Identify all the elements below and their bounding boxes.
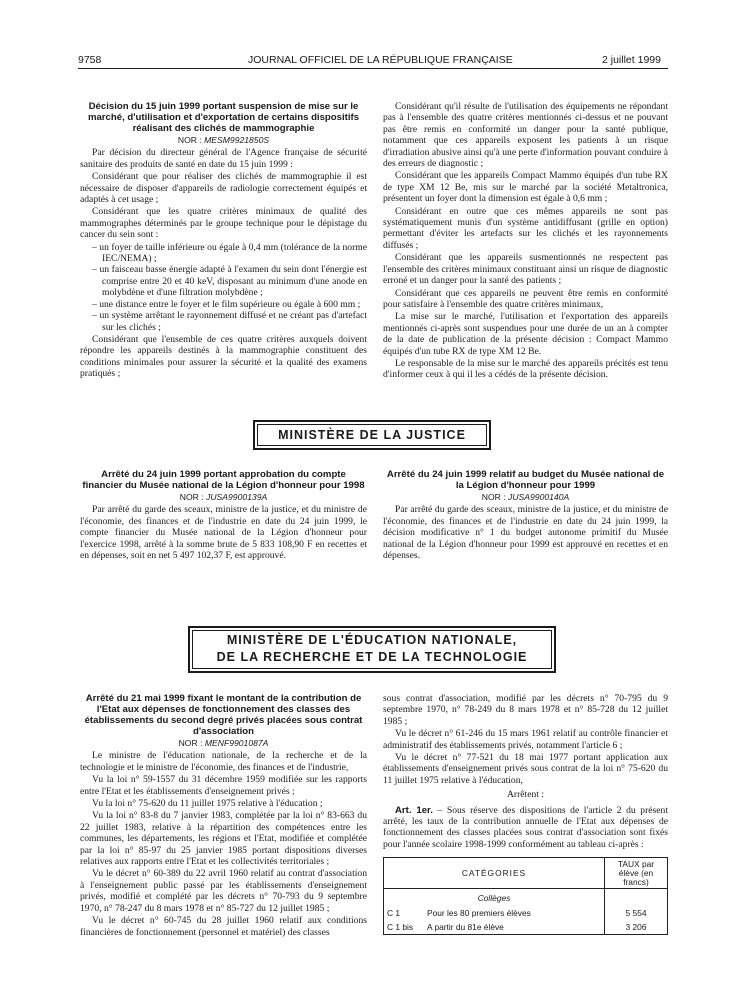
nor-label: NOR : bbox=[178, 738, 203, 748]
arrete-nor bbox=[383, 492, 668, 503]
column-header: CATÉGORIES bbox=[384, 858, 605, 889]
arrete-title: Arrêté du 21 mai 1999 fixant le montant de la contribution de l'Etat aux dépenses de fonctionnement des classes des établissements du second degré privés placées sous contrat d'association bbox=[84, 693, 363, 737]
header-date: 2 juillet 1999 bbox=[602, 54, 661, 66]
table-cell: C 1 bis bbox=[384, 921, 425, 935]
justice-arrete-1 bbox=[80, 469, 367, 562]
paragraph: Vu la loi n° 83-8 du 7 janvier 1983, complétée par la loi n° 83-663 du 22 juillet 1983, relative à la répartition des compétences entre les communes, les départements, les régions et l'Etat, modifiée et complétée par la loi n° 85-97 du 25 janvier 1985 portant dispositions diverses relatives aux rapports entre l'Etat et les collectivités territoriales ; bbox=[80, 810, 367, 868]
paragraph: Considérant que les quatre critères minimaux de qualité des mammographes déterminés par le groupe technique pour le dépistage du cancer du sein sont : bbox=[80, 206, 367, 241]
table-cell: A partir du 81e élève bbox=[424, 921, 605, 935]
list-item: – un faisceau basse énergie adapté à l'examen du sein dont l'énergie est comprise entre 20 et 40 keV, disposant au minimum d'une anode en molybdène et d'une filtration molybdène ; bbox=[80, 264, 367, 298]
education-right-column bbox=[383, 693, 668, 935]
article-text: – Sous réserve des dispositions de l'article 2 du présent arrêté, les taux de la contribution annuelle de l'Etat aux dépenses de fonctionnement des classes placées sous contrat d'association sont fixés pour l'année scolaire 1998-1999 conformément au tableau ci-après : bbox=[383, 804, 668, 850]
nor-code: JUSA9900140A bbox=[508, 492, 570, 502]
article-1 bbox=[383, 805, 668, 851]
nor-code: MESM9921850S bbox=[204, 135, 270, 145]
paragraph: Le ministre de l'éducation nationale, de la recherche et de la technologie et le ministre de l'économie, des finances et de l'industrie, bbox=[80, 750, 367, 773]
ministry-education-banner bbox=[188, 626, 556, 673]
rates-table bbox=[383, 857, 668, 935]
paragraph: Considérant qu'il résulte de l'utilisation des équipements ne répondant pas à l'ensemble des quatre critères mentionnés ci-dessus et ne pouvant pas être remis en conformité un danger pour la santé publique, notamment que ces appareils exposent les patients à un risque d'irradiation abusive ainsi qu'à une perte d'information pouvant conduire à des erreurs de diagnostic ; bbox=[383, 101, 668, 170]
decision-title: Décision du 15 juin 1999 portant suspension de mise sur le marché, d'utilisation et d'exportation de certains dispositifs réalisant des clichés de mammographie bbox=[87, 101, 360, 134]
journal-title: JOURNAL OFFICIEL DE LA RÉPUBLIQUE FRANÇAISE bbox=[248, 54, 513, 66]
paragraph: Vu le décret n° 60-745 du 28 juillet 1960 relatif aux conditions financières de fonctionnement (personnel et matériel) des classes bbox=[80, 915, 367, 938]
page-number: 9758 bbox=[78, 54, 102, 66]
paragraph: Par arrêté du garde des sceaux, ministre de la justice, et du ministre de l'économie, des finances et de l'industrie en date du 24 juin 1999, le compte financier du Musée national de la Légion d'honneur pour l'exercice 1998, arrêté à la somme brute de 5 833 108,90 F en recettes et en dépenses, soit en net 5 497 102,37 F, est approuvé. bbox=[80, 504, 367, 562]
list-item: – un foyer de taille inférieure ou égale à 0,4 mm (tolérance de la norme IEC/NEMA) ; bbox=[80, 242, 367, 265]
paragraph: Vu le décret n° 77-521 du 18 mai 1977 portant application aux établissements d'enseignement privés sous contrat de la loi n° 75-620 du 11 juillet 1975 relative à l'éducation, bbox=[383, 752, 668, 786]
table-section-row bbox=[384, 889, 668, 908]
paragraph: Par décision du directeur général de l'Agence française de sécurité sanitaire des produits de santé en date du 15 juin 1999 : bbox=[80, 147, 367, 170]
table-row bbox=[384, 921, 668, 935]
paragraph: Considérant que pour réaliser des clichés de mammographie il est nécessaire de disposer d'appareils de radiologie correctement équipés et adaptés à cet usage ; bbox=[80, 171, 367, 206]
table-cell: Pour les 80 premiers élèves bbox=[424, 907, 605, 920]
nor-code: JUSA9900139A bbox=[206, 492, 268, 502]
nor-label: NOR : bbox=[481, 492, 506, 502]
nor-label: NOR : bbox=[179, 492, 204, 502]
education-left-column bbox=[80, 693, 367, 939]
table-cell: 5 554 bbox=[605, 907, 668, 920]
arrete-title: Arrêté du 24 juin 1999 relatif au budget du Musée national de la Légion d'honneur pour 1999 bbox=[386, 469, 665, 491]
banner-line-1: MINISTÈRE DE L'ÉDUCATION NATIONALE, bbox=[226, 633, 518, 647]
table-row bbox=[384, 907, 668, 920]
table-cell: C 1 bbox=[384, 907, 425, 920]
paragraph: Considérant que ces appareils ne peuvent être remis en conformité pour satisfaire à l'ensemble des quatre critères minimaux, bbox=[383, 287, 668, 310]
paragraph: Le responsable de la mise sur le marché des appareils précités est tenu d'informer ceux à qui il les a cédés de la présente décision. bbox=[383, 357, 668, 381]
list-item: – un système arrêtant le rayonnement diffusé et ne créant pas d'artefact sur les clichés ; bbox=[80, 310, 367, 333]
arretent-heading: Arrêtent : bbox=[506, 789, 545, 801]
table-cell: 3 206 bbox=[605, 921, 668, 935]
justice-arrete-2 bbox=[383, 469, 668, 562]
arrete-nor bbox=[80, 738, 367, 749]
table-cell bbox=[605, 889, 668, 908]
ministry-justice-banner bbox=[253, 420, 491, 450]
column-header: TAUX par élève (en francs) bbox=[605, 858, 668, 889]
criteria-list bbox=[80, 242, 367, 333]
decision-right-column bbox=[383, 101, 668, 382]
banner-line-2: DE LA RECHERCHE ET DE LA TECHNOLOGIE bbox=[216, 650, 528, 664]
paragraph: Considérant que les appareils Compact Mammo équipés d'un tube RX de type XM 12 Be, mis sur le marché par la société Metaltronica, présentent un foyer dont la dimension est égale à 0,6 mm ; bbox=[383, 170, 668, 205]
paragraph: Considérant que les appareils susmentionnés ne respectent pas l'ensemble des critères minimaux constituant ainsi un risque de diagnostic erroné et un danger pour la santé des patients ; bbox=[383, 252, 668, 287]
header-rule bbox=[78, 68, 668, 69]
paragraph: Vu la loi n° 75-620 du 11 juillet 1975 relative à l'éducation ; bbox=[92, 798, 323, 810]
paragraph: Vu la loi n° 59-1557 du 31 décembre 1959 modifiée sur les rapports entre l'Etat et les établissements d'enseignement privés ; bbox=[80, 774, 367, 797]
decision-left-column bbox=[80, 101, 367, 381]
decision-nor bbox=[80, 135, 367, 146]
paragraph: Par arrêté du garde des sceaux, ministre de la justice, et du ministre de l'économie, des finances et de l'industrie en date du 24 juin 1999, la décision modificative n° 1 du budget autonome primitif du Musée national de la Légion d'honneur pour 1999 est approuvé en recettes et en dépenses. bbox=[383, 504, 668, 562]
nor-label: NOR : bbox=[177, 135, 202, 145]
nor-code: MENF9901087A bbox=[204, 738, 269, 748]
paragraph: Considérant que l'ensemble de ces quatre critères auxquels doivent répondre les appareils destinés à la mammographie constituent des conditions minimales pour assurer la sécurité et la qualité des examens pratiqués ; bbox=[80, 333, 367, 380]
paragraph: Vu le décret n° 60-389 du 22 avril 1960 relatif au contrat d'association à l'enseignement public passé par les établissements d'enseignement privés, modifié et complété par les décrets n° 70-793 du 9 septembre 1970, n° 78-247 du 8 mars 1978 et n° 85-727 du 12 juillet 1985 ; bbox=[80, 868, 367, 914]
paragraph: sous contrat d'association, modifié par les décrets n° 70-795 du 9 septembre 1970, n° 78-249 du 8 mars 1978 et n° 85-728 du 12 juillet 1985 ; bbox=[383, 693, 668, 727]
arrete-nor bbox=[80, 492, 367, 503]
article-label: Art. 1er. bbox=[395, 804, 433, 816]
paragraph: Vu le décret n° 61-246 du 15 mars 1961 relatif au contrôle financier et administratif des établissements privés, notamment l'article 6 ; bbox=[383, 728, 668, 751]
arrete-title: Arrêté du 24 juin 1999 portant approbation du compte financier du Musée national de la Légion d'honneur pour 1998 bbox=[82, 469, 365, 491]
table-header-row bbox=[384, 858, 668, 889]
paragraph: Considérant en outre que ces mêmes appareils ne sont pas systématiquement munis d'un système antidiffusant (grille en option) permettant d'éviter les artefacts sur les clichés et les rayonnements diffusés ; bbox=[383, 205, 668, 251]
list-item: – une distance entre le foyer et le film supérieure ou égale à 600 mm ; bbox=[80, 299, 367, 310]
section-label: Collèges bbox=[384, 889, 605, 908]
banner-text: MINISTÈRE DE LA JUSTICE bbox=[278, 428, 466, 442]
paragraph: La mise sur le marché, l'utilisation et l'exportation des appareils mentionnés ci-après sont suspendues pour une durée de un an à compter de la date de publication de la présente décision : Compact Mammo équipés d'un tube RX de type XM 12 Be. bbox=[383, 311, 668, 357]
